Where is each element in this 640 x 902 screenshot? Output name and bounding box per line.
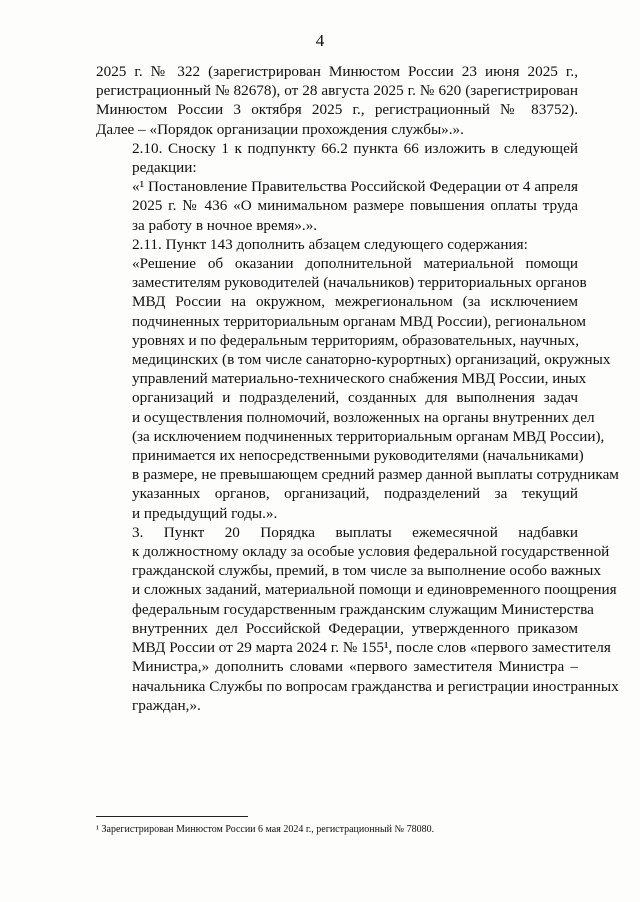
text-line: 2.11. Пункт 143 дополнить абзацем следующего содержания:: [132, 235, 528, 253]
text-line: за работу в ночное время».».: [132, 216, 318, 234]
body-paragraph: [96, 62, 578, 139]
body-paragraph: [96, 139, 578, 177]
text-line: уровнях и по федеральным территориям, образовательных, научных,: [132, 331, 580, 349]
text-line: и предыдущий годы.».: [132, 504, 278, 522]
page-number: 4: [315, 31, 325, 50]
text-line: Министра,» дополнить словами «первого заместителя Министра –: [132, 658, 578, 676]
body-paragraph: [96, 235, 578, 254]
text-line: и осуществления полномочий, возложенных на органы внутренних дел: [132, 408, 595, 426]
text-line: МВД России на окружном, межрегиональном (за исключением: [132, 293, 578, 311]
text-line: федеральным государственным гражданским служащим Министерства: [132, 600, 594, 618]
text-line: в размере, не превышающем средний размер данной выплаты сотрудникам: [132, 466, 619, 484]
text-line: внутренних дел Российской Федерации, утвержденного приказом: [132, 619, 578, 637]
text-line: к должностному окладу за особые условия федеральной государственной: [132, 543, 610, 561]
text-line: МВД России от 29 марта 2024 г. № 155¹, после слов «первого заместителя: [132, 639, 611, 657]
body-paragraph: [96, 523, 619, 715]
text-line: Далее – «Порядок организации прохождения службы».».: [96, 120, 464, 138]
text-line: организаций и подразделений, созданных для выполнения задач: [132, 389, 578, 407]
text-line: 2.10. Сноску 1 к подпункту 66.2 пункта 66 изложить в следующей: [132, 139, 578, 157]
text-line: 2025 г. № 322 (зарегистрирован Минюстом России 23 июня 2025 г.,: [96, 63, 578, 80]
text-line: (за исключением подчиненных территориальным органам МВД России),: [132, 427, 605, 445]
footnote: ¹ Зарегистрирован Минюстом России 6 мая 2024 г., регистрационный № 78080.: [96, 824, 435, 835]
text-line: принимается их непосредственными руководителями (начальниками): [132, 447, 584, 465]
text-line: 2025 г. № 436 «О минимальном размере повышения оплаты труда: [132, 197, 578, 215]
text-line: «Решение об оказании дополнительной материальной помощи: [132, 255, 578, 273]
text-line: гражданской службы, премий, в том числе за выполнение особо важных: [132, 562, 601, 580]
text-line: подчиненных территориальным органам МВД России), региональном: [132, 312, 586, 330]
text-line: граждан,».: [132, 696, 201, 714]
body-paragraph: [96, 254, 619, 523]
text-line: указанных органов, организаций, подразделений за текущий: [132, 485, 578, 503]
text-line: заместителям руководителей (начальников) территориальных органов: [132, 274, 587, 292]
text-line: регистрационный № 82678), от 28 августа 2025 г. № 620 (зарегистрирован: [96, 82, 578, 100]
text-line: Минюстом России 3 октября 2025 г., регистрационный № 83752).: [96, 101, 578, 119]
text-line: 3. Пункт 20 Порядка выплаты ежемесячной надбавки: [132, 523, 578, 541]
text-line: управлений материально-технического снабжения МВД России, иных: [132, 370, 587, 388]
text-line: редакции:: [132, 159, 197, 177]
footnote-divider: [96, 816, 248, 817]
text-line: начальника Службы по вопросам гражданства и регистрации иностранных: [132, 677, 619, 695]
text-line: и сложных заданий, материальной помощи и единовременного поощрения: [132, 581, 617, 599]
document-body: [96, 62, 619, 715]
text-line: «¹ Постановление Правительства Российской Федерации от 4 апреля: [132, 178, 578, 196]
body-paragraph: [96, 177, 578, 235]
text-line: медицинских (в том числе санаторно-курортных) организаций, окружных: [132, 351, 611, 369]
